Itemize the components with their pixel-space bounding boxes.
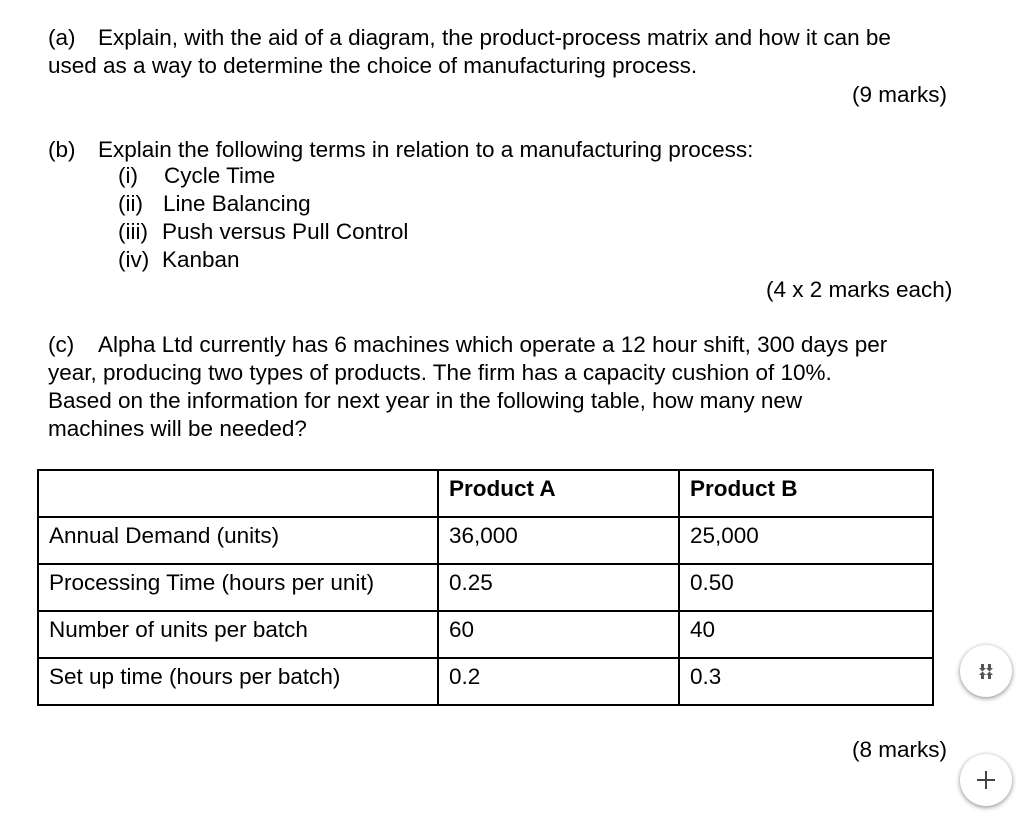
- question-c-line4: machines will be needed?: [48, 416, 307, 441]
- table-cell-label: Processing Time (hours per unit): [38, 564, 438, 611]
- term-text: Cycle Time: [164, 163, 276, 188]
- term-text: Line Balancing: [163, 191, 311, 216]
- term-number: (iv): [118, 247, 150, 272]
- table-cell: 36,000: [438, 517, 679, 564]
- question-b-text: Explain the following terms in relation to a manufacturing process:: [98, 137, 754, 162]
- table-cell: 0.25: [438, 564, 679, 611]
- table-row: [38, 564, 933, 611]
- list-item: [118, 218, 408, 246]
- question-c-marks: (8 marks): [852, 737, 947, 762]
- table-cell: 0.50: [679, 564, 933, 611]
- add-button[interactable]: [960, 754, 1012, 806]
- term-text: Kanban: [162, 247, 240, 272]
- product-data-table: [37, 469, 934, 706]
- list-item: [118, 162, 408, 190]
- question-b-marks: (4 x 2 marks each): [766, 277, 953, 302]
- table-row: [38, 658, 933, 705]
- list-item: [118, 246, 408, 274]
- table-cell: 0.3: [679, 658, 933, 705]
- table-header-product-b: Product B: [679, 470, 933, 517]
- question-b-label: (b): [48, 137, 76, 162]
- table-row: [38, 611, 933, 658]
- table-cell: 60: [438, 611, 679, 658]
- table-cell-label: Annual Demand (units): [38, 517, 438, 564]
- table-row: [38, 517, 933, 564]
- collapse-button[interactable]: [960, 645, 1012, 697]
- plus-icon: [974, 768, 998, 792]
- list-item: [118, 190, 408, 218]
- question-c-line3: Based on the information for next year in the following table, how many new: [48, 388, 803, 413]
- question-a-line1: Explain, with the aid of a diagram, the product-process matrix and how it can be: [98, 25, 891, 50]
- term-number: (i): [118, 163, 138, 188]
- table-cell: 0.2: [438, 658, 679, 705]
- table-cell: 25,000: [679, 517, 933, 564]
- table-header-row: [38, 470, 933, 517]
- question-c: [48, 331, 978, 443]
- question-b-terms-list: [118, 162, 408, 274]
- question-a-line2: used as a way to determine the choice of manufacturing process.: [48, 53, 698, 78]
- question-b: [48, 136, 978, 164]
- table-cell: 40: [679, 611, 933, 658]
- term-number: (iii): [118, 219, 148, 244]
- question-a-marks: (9 marks): [852, 82, 947, 107]
- table-header-product-a: Product A: [438, 470, 679, 517]
- table-cell-label: Number of units per batch: [38, 611, 438, 658]
- collapse-arrows-icon: [975, 660, 997, 682]
- question-a: [48, 24, 978, 80]
- table-header-blank: [38, 470, 438, 517]
- term-number: (ii): [118, 191, 143, 216]
- question-a-label: (a): [48, 25, 76, 50]
- term-text: Push versus Pull Control: [162, 219, 409, 244]
- question-c-label: (c): [48, 332, 75, 357]
- question-c-line1: Alpha Ltd currently has 6 machines which operate a 12 hour shift, 300 days per: [98, 332, 888, 357]
- table-cell-label: Set up time (hours per batch): [38, 658, 438, 705]
- question-c-line2: year, producing two types of products. The firm has a capacity cushion of 10%.: [48, 360, 832, 385]
